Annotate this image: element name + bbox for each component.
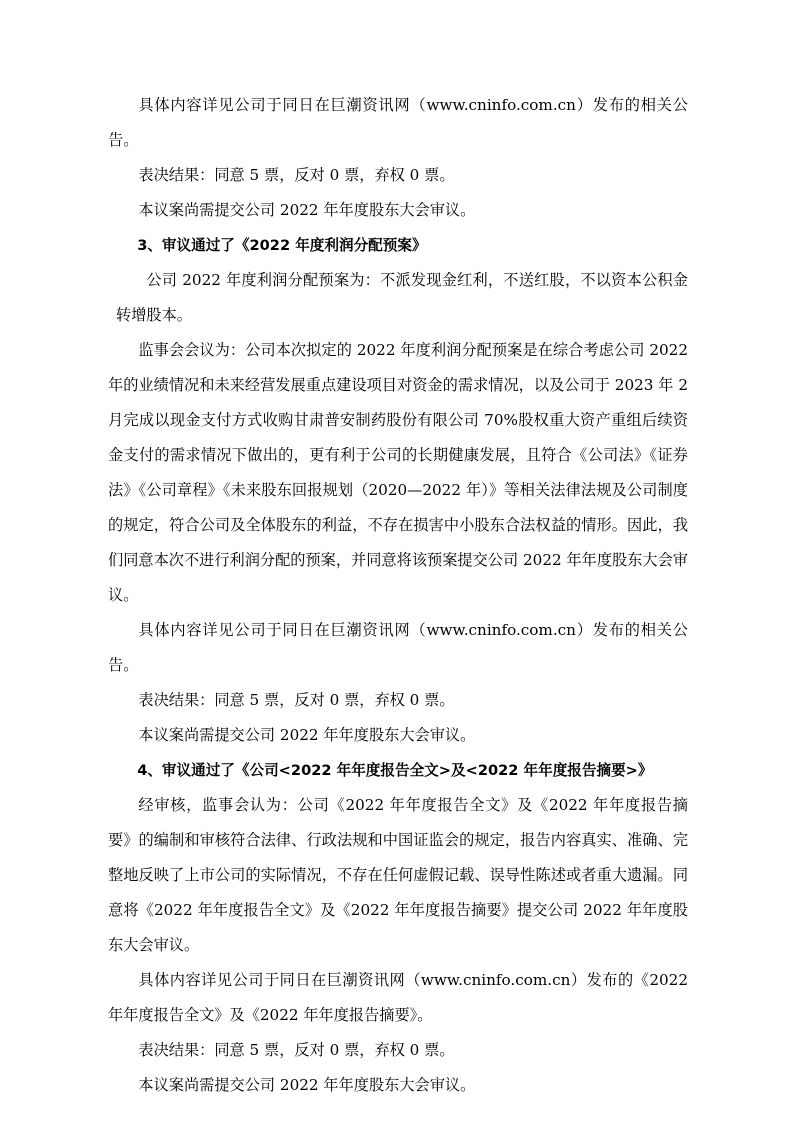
paragraph-submission-2: 本议案尚需提交公司 2022 年年度股东大会审议。 xyxy=(138,726,476,744)
heading-item-3: 3、审议通过了《2022 年度利润分配预案》 xyxy=(137,237,427,254)
paragraph-submission-1: 本议案尚需提交公司 2022 年年度股东大会审议。 xyxy=(138,201,476,219)
paragraph-vote-result-1: 表决结果：同意 5 票，反对 0 票，弃权 0 票。 xyxy=(138,166,455,184)
document-body xyxy=(108,88,688,1103)
paragraph-supervisory-opinion-annual-report: 经审核，监事会认为：公司《2022 年年度报告全文》及《2022 年年度报告摘要》的编制和审核符合法律、行政法规和中国证监会的规定，报告内容真实、准确、完整地反映了上市公司的实际情况，不存在任何虚假记载、误导性陈述或者重大遗漏。同意将《2022 年年度报告全文》及《2022 年年度报告摘要》提交公司 2022 年年度股东大会审议。 xyxy=(108,796,688,954)
paragraph-supervisory-opinion-profit: 监事会会议为：公司本次拟定的 2022 年度利润分配预案是在综合考虑公司 2022 年的业绩情况和未来经营发展重点建设项目对资金的需求情况，以及公司于 2023 年 2 月完成以现金支付方式收购甘肃普安制药股份有限公司 70%股权重大资产重组后续资金支付的需求情况下做出的，更有利于公司的长期健康发展，且符合《公司法》《证券法》《公司章程》《未来股东回报规划（2020—2022 年）》等相关法律法规及公司制度的规定，符合公司及全体股东的利益，不存在损害中小股东合法权益的情形。因此，我们同意本次不进行利润分配的预案，并同意将该预案提交公司 2022 年年度股东大会审议。 xyxy=(108,341,688,604)
paragraph-disclosure-1: 具体内容详见公司于同日在巨潮资讯网（www.cninfo.com.cn）发布的相关公告。 xyxy=(108,96,688,149)
paragraph-profit-plan: 公司 2022 年度利润分配预案为：不派发现金红利，不送红股，不以资本公积金转增股本。 xyxy=(116,271,688,324)
paragraph-vote-result-3: 表决结果：同意 5 票，反对 0 票，弃权 0 票。 xyxy=(138,1041,455,1059)
paragraph-disclosure-2: 具体内容详见公司于同日在巨潮资讯网（www.cninfo.com.cn）发布的相关公告。 xyxy=(108,621,688,674)
paragraph-vote-result-2: 表决结果：同意 5 票，反对 0 票，弃权 0 票。 xyxy=(138,691,455,709)
heading-item-4: 4、审议通过了《公司<2022 年年度报告全文>及<2022 年年度报告摘要>》 xyxy=(137,762,653,779)
paragraph-submission-3: 本议案尚需提交公司 2022 年年度股东大会审议。 xyxy=(138,1076,476,1094)
paragraph-disclosure-3: 具体内容详见公司于同日在巨潮资讯网（www.cninfo.com.cn）发布的《2022 年年度报告全文》及《2022 年年度报告摘要》。 xyxy=(108,971,688,1024)
